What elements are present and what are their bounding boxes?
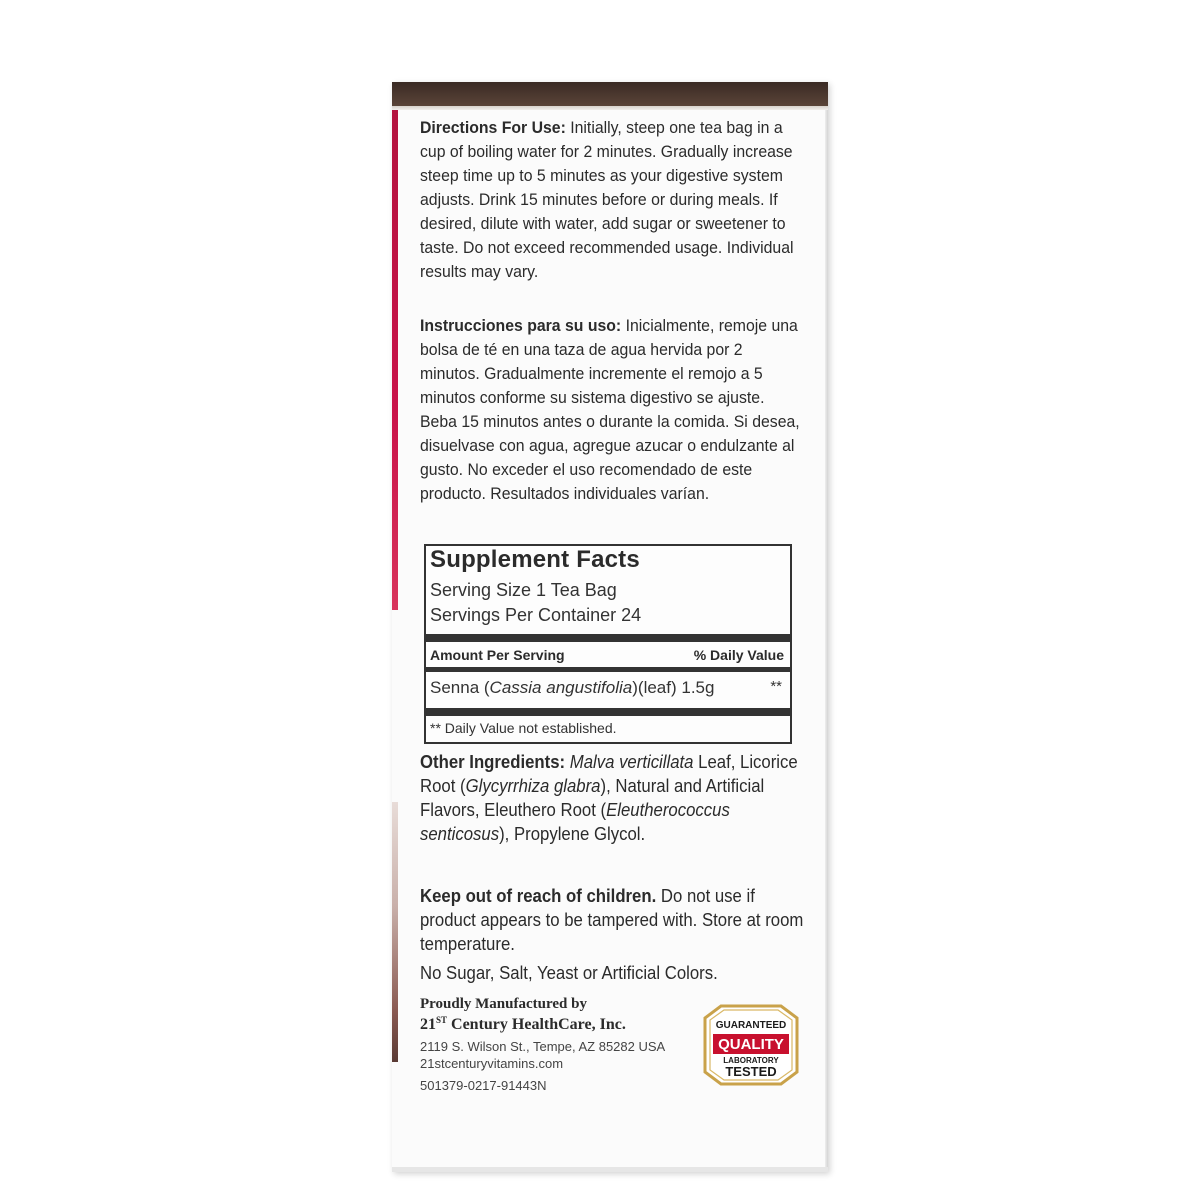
facts-footnote: ** Daily Value not established. [430, 720, 617, 736]
seal-text-top: GUARANTEED [715, 1020, 787, 1031]
other-ingredients-text-2: Leaf, Licorice Root ( [420, 752, 798, 796]
warning-text: Do not use if product appears to be tampered with. Store at room temperature. [420, 886, 804, 954]
senna-name: Senna ( [430, 678, 490, 697]
servings-per-container: Servings Per Container 24 [430, 605, 642, 625]
box-spine-lower [392, 802, 398, 1062]
supplement-facts-title: Supplement Facts [430, 546, 640, 573]
other-ingredients-latin-1: Malva verticillata [569, 752, 694, 772]
manufacturer-website: 21stcenturyvitamins.com [420, 1056, 564, 1071]
instrucciones-text: Inicialmente, remoje una bolsa de té en una taza de agua hervida por 2 minutos. Gradualmente incremente el remojo a 5 minutos conforme su sistema digestivo se ajuste. Beba 15 minutos antes o durante la comida. Si desea, disuelvase con agua, agregue azucar o endulzante al gusto. No exceder el uso recomendado de este producto. Resultados individuales varían. [420, 316, 800, 503]
other-ingredients-latin-3: Eleutherococcus senticosus [420, 800, 730, 844]
seal-text-middle: QUALITY [718, 1036, 784, 1053]
facts-thick-rule [426, 634, 790, 642]
seal-text-bottom: TESTED [725, 1064, 777, 1079]
instrucciones-heading: Instrucciones para su uso: [420, 316, 622, 335]
directions-paragraph [420, 116, 801, 284]
serving-size: Serving Size 1 Tea Bag [430, 580, 617, 600]
box-top-flap [392, 82, 828, 106]
facts-header-rule [426, 667, 790, 672]
other-ingredients-text-4: ), Propylene Glycol. [499, 824, 646, 844]
amount-per-serving-header: Amount Per Serving [430, 647, 565, 663]
manufacturer-name [420, 1015, 626, 1034]
box-bottom-edge [392, 1167, 828, 1172]
supplement-facts-panel [424, 544, 792, 744]
warning-paragraph [420, 884, 811, 956]
product-code: 501379-0217-91443N [420, 1078, 547, 1093]
manufacturer-name-sup: ST [436, 1015, 448, 1025]
warning-heading: Keep out of reach of children. [420, 886, 657, 906]
box-spine-accent [392, 110, 398, 610]
senna-latin-name: Cassia angustifolia [489, 678, 633, 697]
other-ingredients-latin-2: Glycyrrhiza glabra [465, 776, 601, 796]
facts-bottom-rule [426, 708, 790, 716]
box-right-edge [825, 110, 828, 1172]
quality-seal-icon [703, 1004, 799, 1086]
senna-amount: )(leaf) 1.5g [632, 678, 715, 697]
other-ingredients-text-3: ), Natural and Artificial Flavors, Eleuthero Root ( [420, 776, 765, 820]
other-ingredients [420, 750, 811, 846]
daily-value-header: % Daily Value [693, 647, 784, 663]
directions-text: Initially, steep one tea bag in a cup of boiling water for 2 minutes. Gradually increase steep time up to 5 minutes as your digestive system adjusts. Drink 15 minutes before or during meals. If desired, dilute with water, add sugar or sweetener to taste. Do not exceed recommended usage. Individual results may vary. [420, 118, 794, 281]
box-top-rim [392, 106, 828, 110]
manufacturer-name-prefix: 21 [420, 1016, 436, 1033]
manufacturer-name-rest: Century HealthCare, Inc. [447, 1016, 626, 1033]
senna-daily-value: ** [770, 678, 782, 695]
directions-heading: Directions For Use: [420, 118, 566, 137]
instrucciones-paragraph [420, 314, 801, 506]
seal-text-lower: LABORATORY [723, 1056, 779, 1065]
manufacturer-intro: Proudly Manufactured by [420, 996, 587, 1012]
quality-tested-seal [703, 1004, 799, 1086]
senna-ingredient-row [430, 678, 714, 698]
other-ingredients-heading: Other Ingredients: [420, 752, 566, 772]
manufacturer-address: 2119 S. Wilson St., Tempe, AZ 85282 USA [420, 1039, 666, 1054]
free-from-claims: No Sugar, Salt, Yeast or Artificial Colors. [420, 963, 718, 983]
